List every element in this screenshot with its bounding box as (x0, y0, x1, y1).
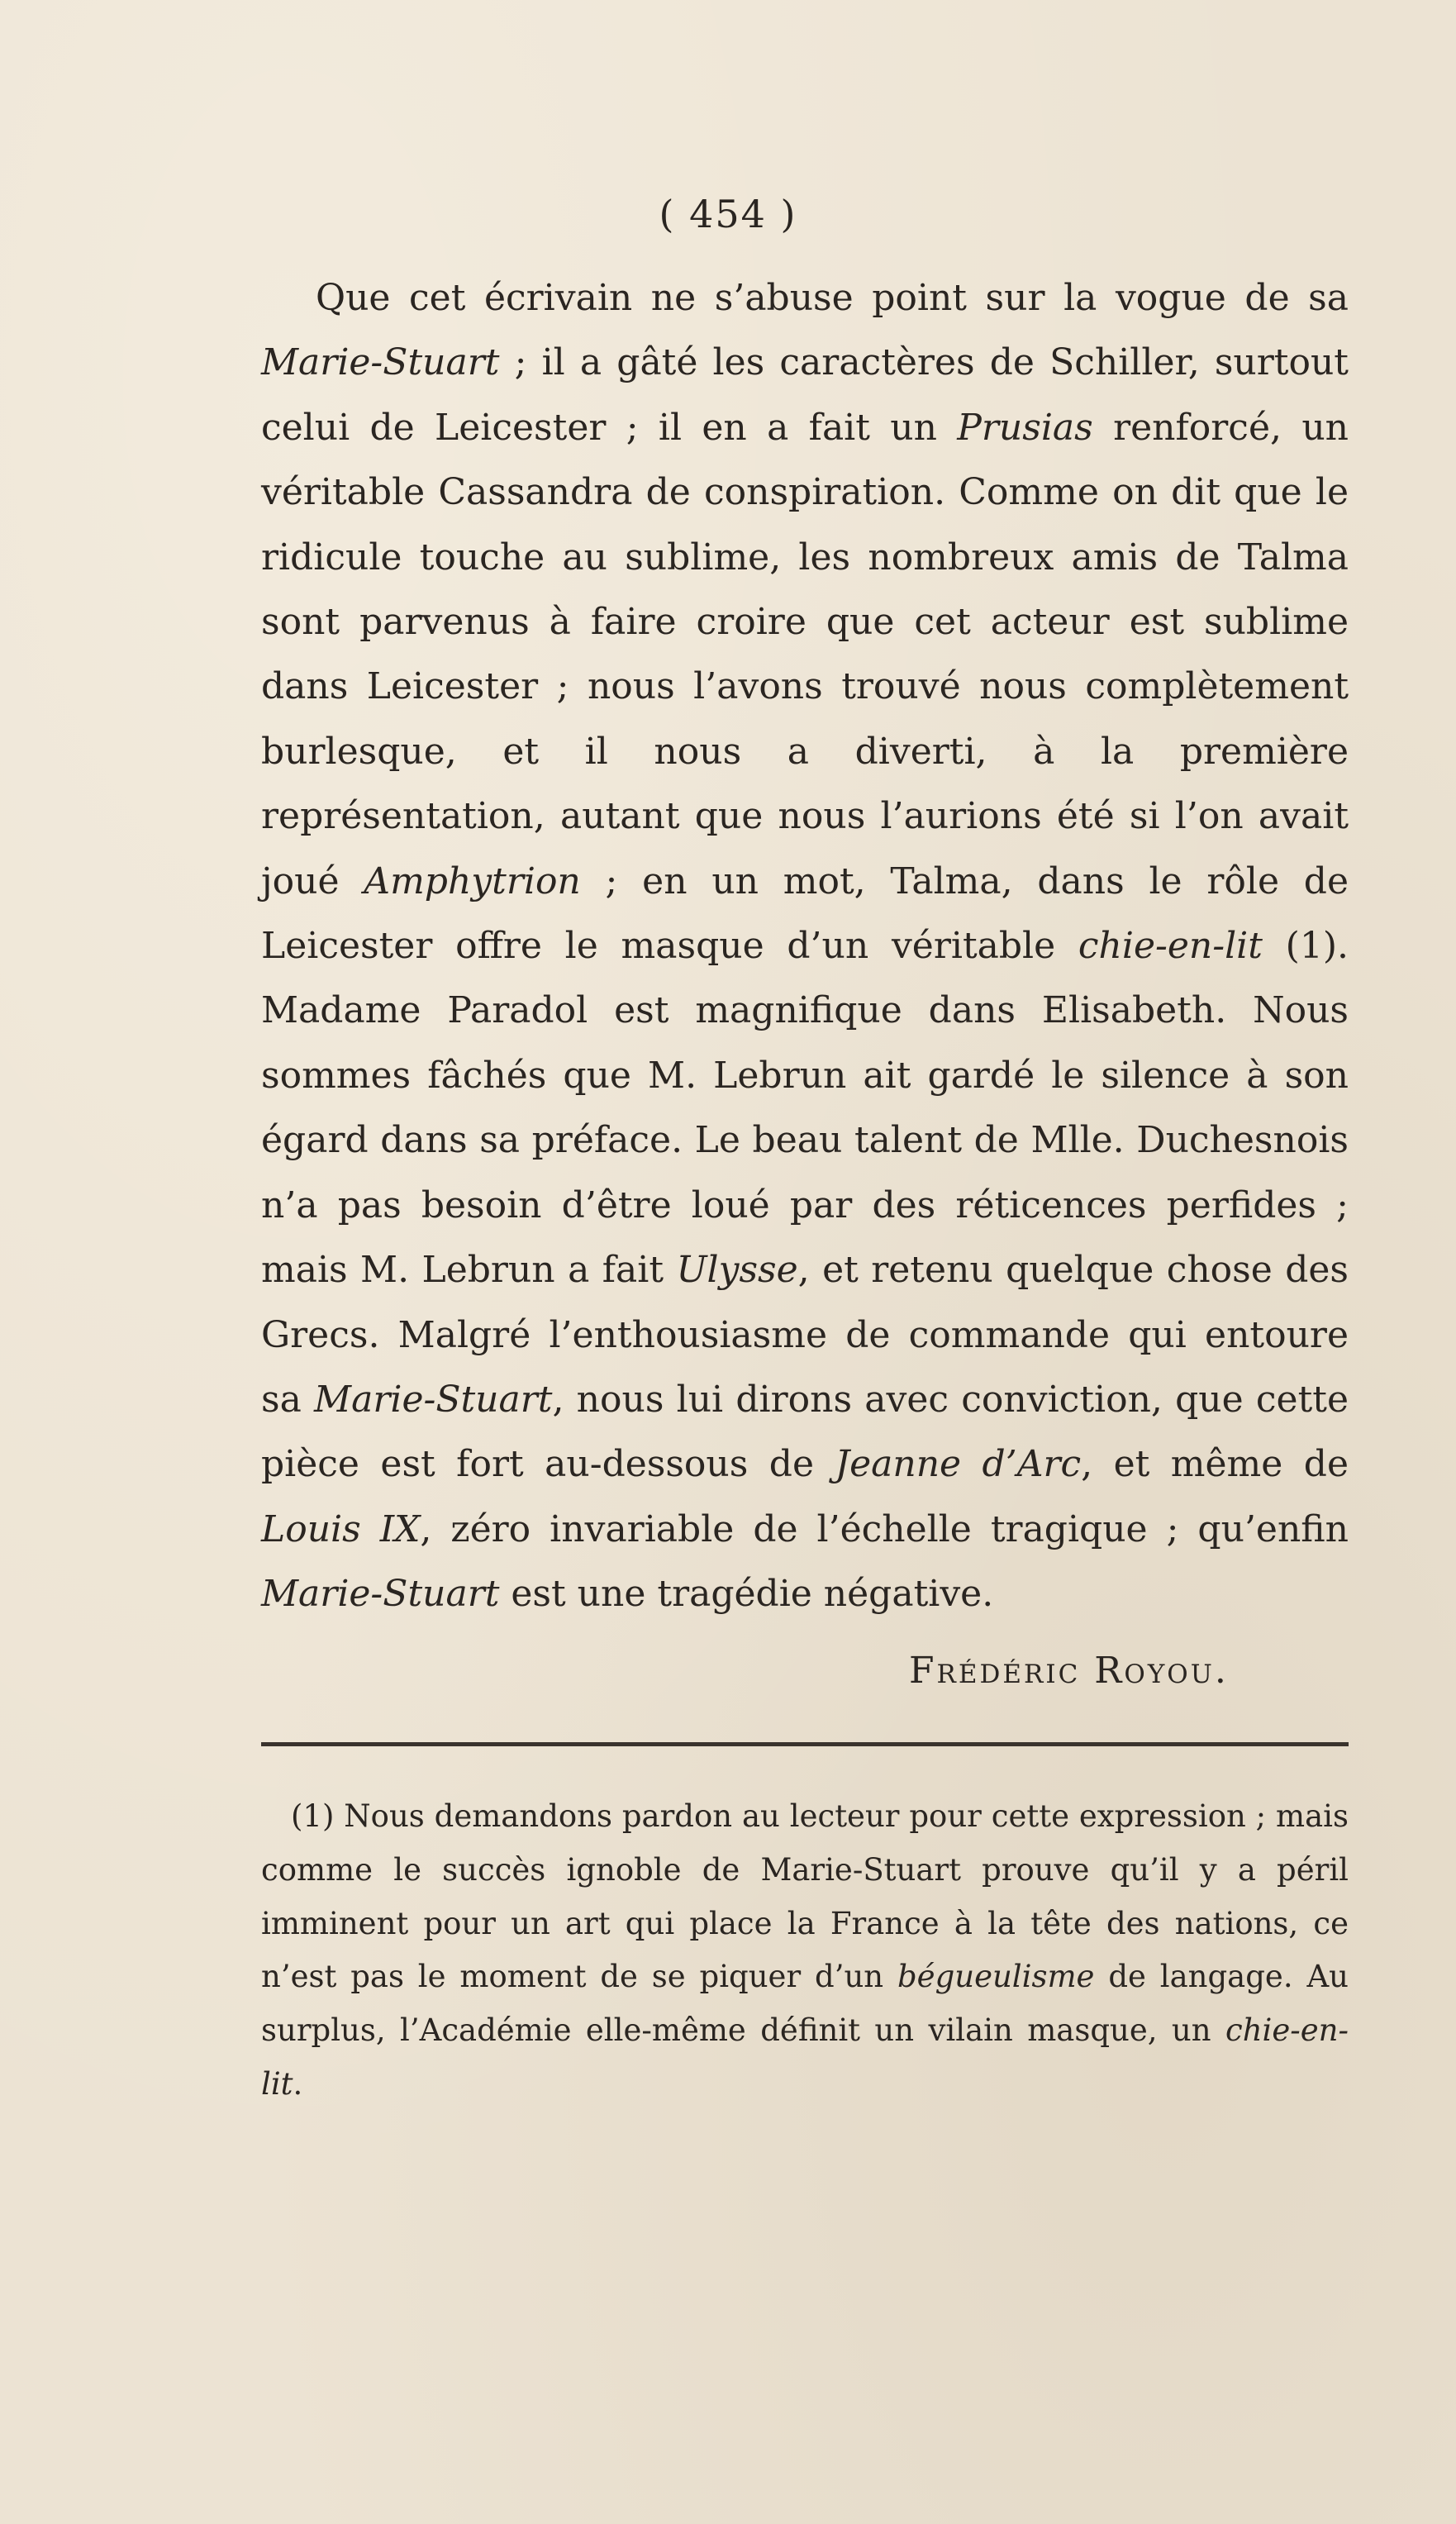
body-text: renforcé, un véritable Cassandra de conspiration. Comme on dit que le ridicule touche au sublime, les nombreux amis de Talma sont parvenus à faire croire que cet acteur est sublime dans Leicester ; nous l’avons trouvé nous complètement burlesque, et il nous a diverti, à la première représentation, autant que nous l’aurions été si l’on avait joué (261, 406, 1349, 902)
body-paragraph (261, 266, 1349, 1627)
body-text: , zéro invariable de l’échelle tragique ; qu’enfin (420, 1507, 1349, 1550)
body-italic: Marie-Stuart (261, 341, 500, 384)
body-italic: Ulysse (676, 1249, 798, 1292)
footnote-text: de langage. Au surplus, l’Académie elle-même définit un vilain masque, un (261, 1959, 1349, 2049)
author-signature: Frédéric Royou. (909, 1650, 1229, 1692)
body-text: , et même de (1081, 1443, 1349, 1486)
footnote (261, 1790, 1349, 2112)
footnote-italic: chie-en-lit (261, 2012, 1349, 2102)
main-text (261, 266, 1349, 1627)
body-italic: Prusias (957, 406, 1093, 449)
body-text: (1). Madame Paradol est magnifique dans Elisabeth. Nous sommes fâchés que M. Lebrun ait gardé le silence à son égard dans sa préface. Le beau talent de Mlle. Duchesnois n’a pas besoin d’être loué par des réticences perfides ; mais M. Lebrun a fait (261, 925, 1349, 1292)
page-number: ( 454 ) (659, 192, 797, 236)
footnote-text: (1) Nous demandons pardon au lecteur pour cette expression ; mais comme le succès ignoble de Marie-Stuart prouve qu’il y a péril imminent pour un art qui place la France à la tête des nations, ce n’est pas le moment de se piquer d’un (261, 1798, 1349, 1995)
body-italic: Marie-Stuart (261, 1573, 500, 1616)
body-text: ; en un mot, Talma, dans le rôle de Leicester offre le masque d’un véritable (261, 860, 1349, 968)
body-text: ; il a gâté les caractères de Schiller, surtout celui de Leicester ; il en a fait un (261, 341, 1349, 449)
body-text: , nous lui dirons avec conviction, que cette pièce est fort au-dessous de (261, 1378, 1349, 1486)
footnote-italic: bégueulisme (897, 1959, 1095, 1995)
body-italic: Marie-Stuart (314, 1378, 553, 1421)
body-italic: Amphytrion (364, 860, 581, 902)
body-italic: Jeanne d’Arc (835, 1443, 1082, 1486)
footnote-text: . (293, 2065, 303, 2102)
body-italic: chie-en-lit (1078, 925, 1263, 968)
body-italic: Louis IX (261, 1507, 421, 1550)
footnote-paragraph (261, 1790, 1349, 2112)
body-text: est une tragédie négative. (499, 1573, 994, 1616)
footnote-divider (261, 1742, 1349, 1746)
body-text: , et retenu quelque chose des Grecs. Malgré l’enthousiasme de commande qui entoure sa (261, 1249, 1349, 1421)
body-text: Que cet écrivain ne s’abuse point sur la vogue de sa (316, 277, 1349, 319)
